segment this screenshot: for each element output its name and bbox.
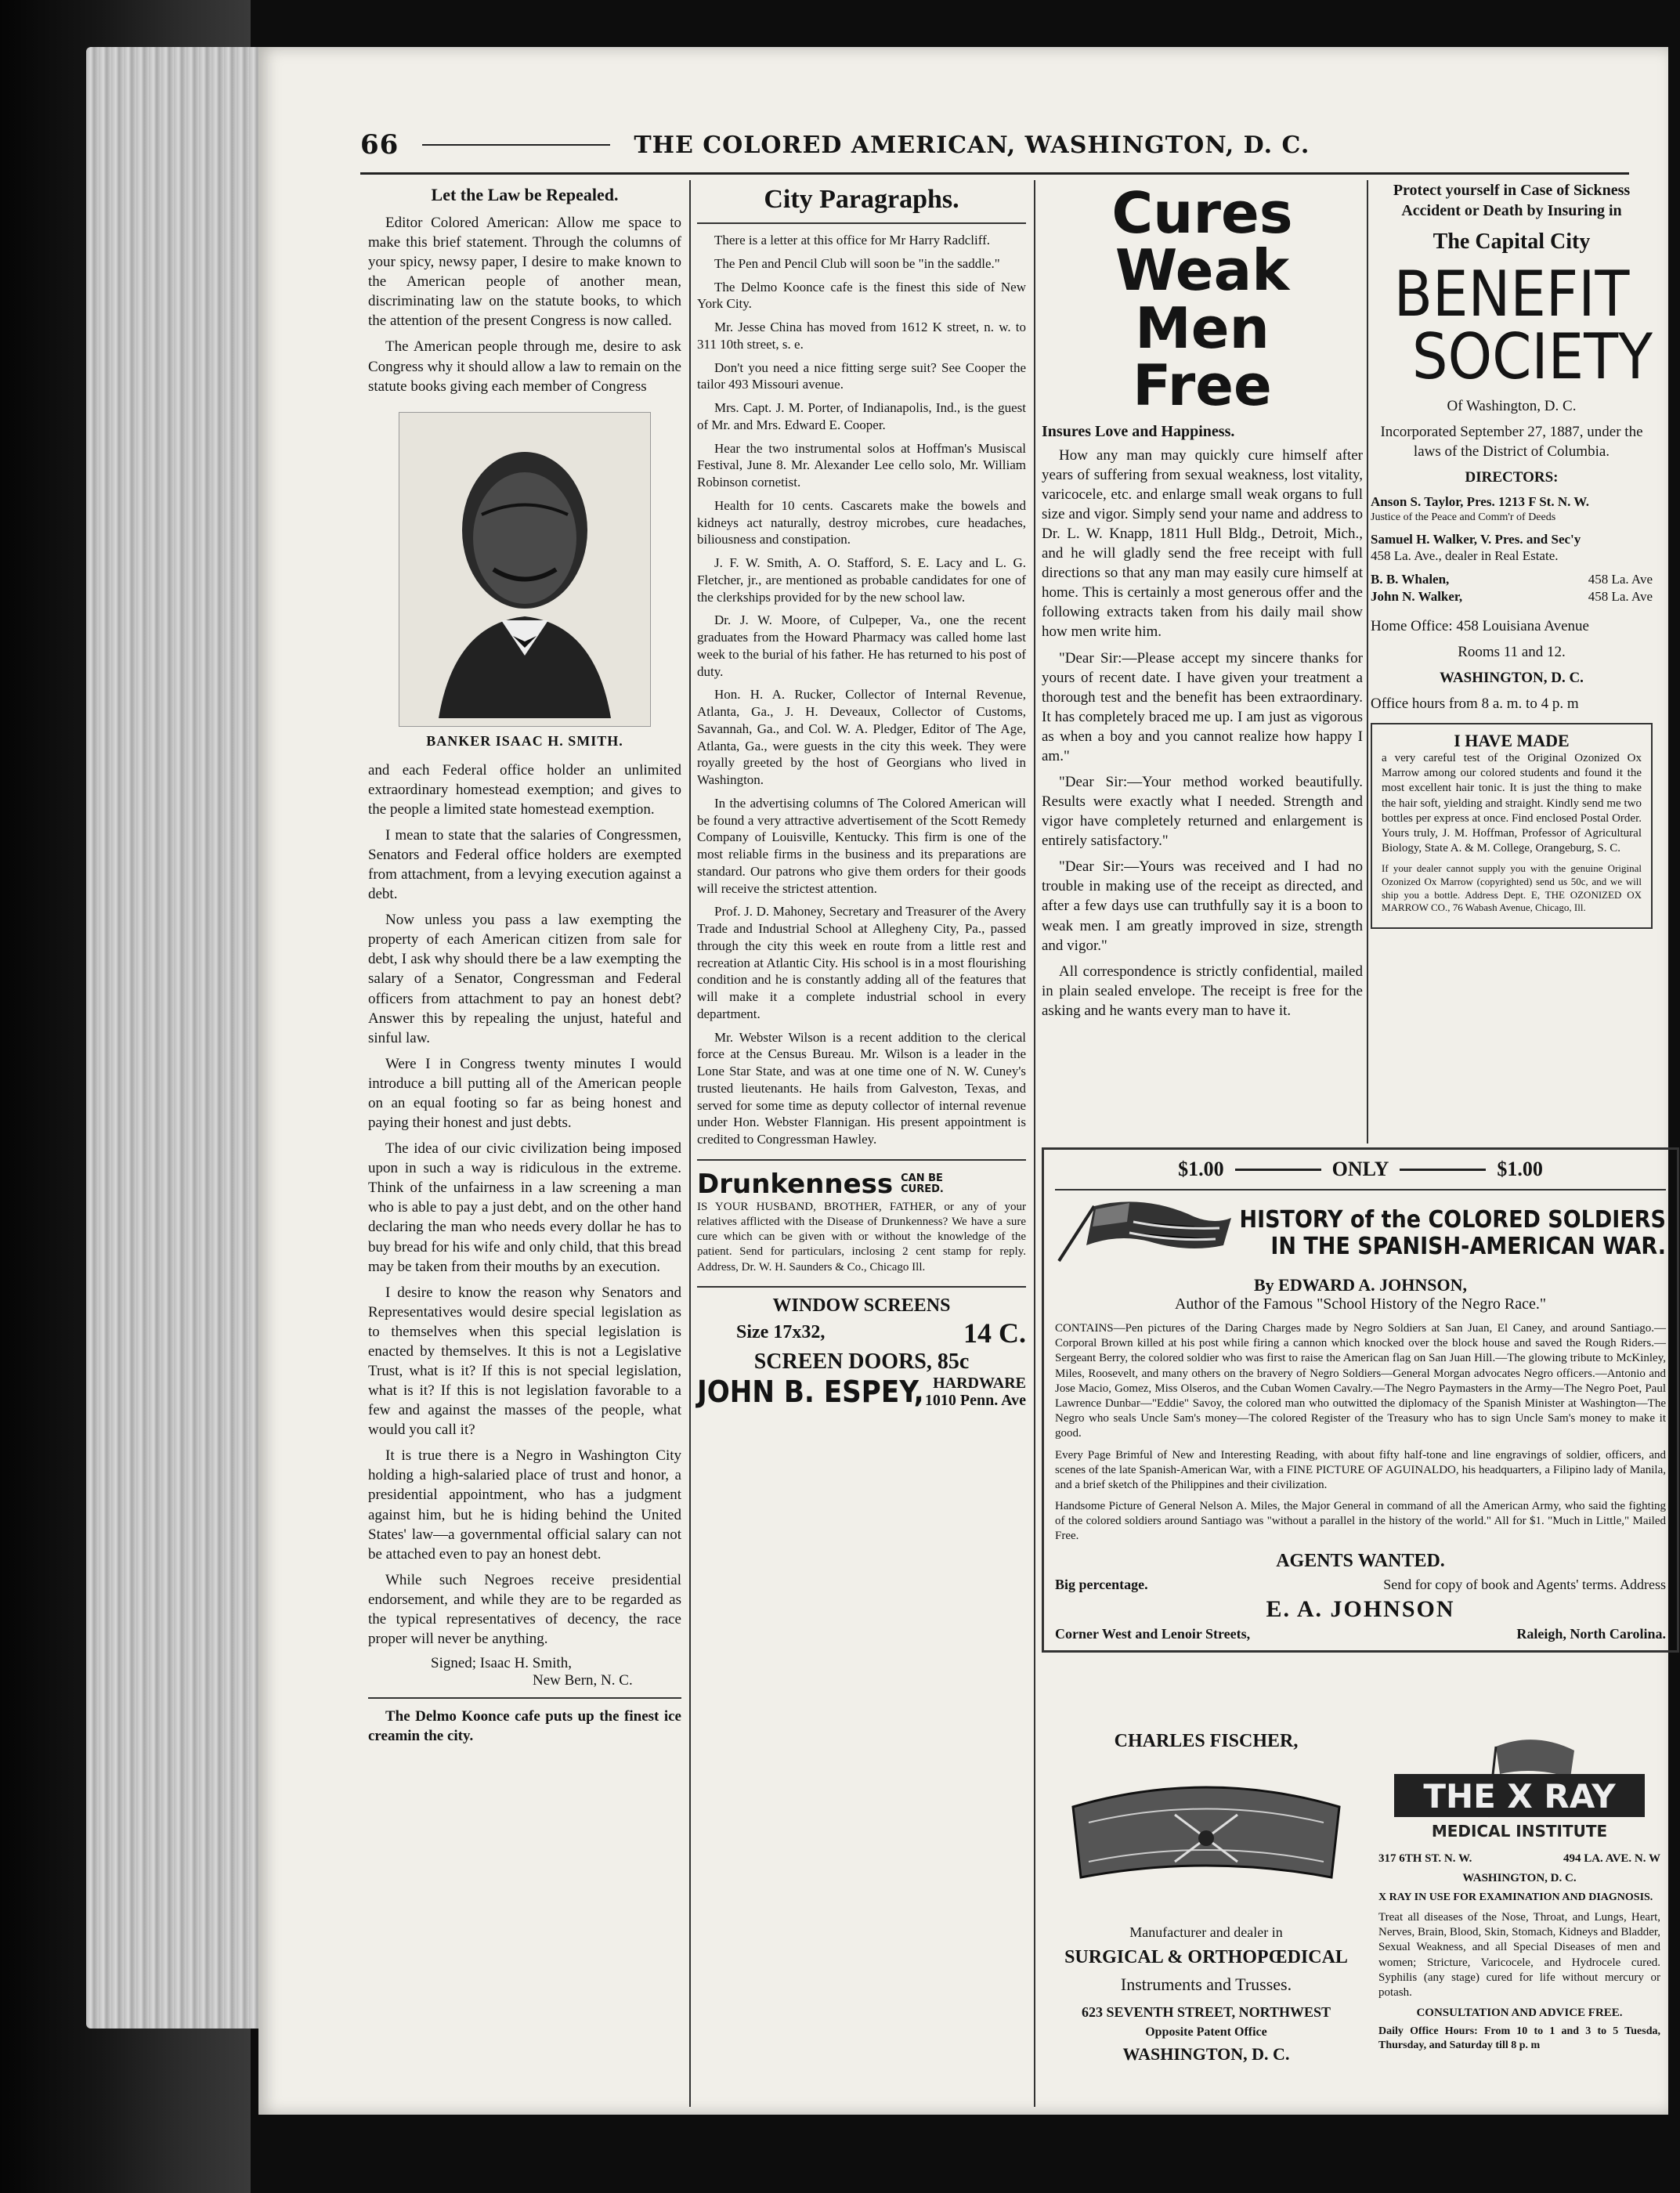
ox-marrow-body: a very careful test of the Original Ozonized Ox Marrow among our colored students and found it the most excellent hair tonic. It is just the thing to make the hair soft, yielding and straight. Kindly send me two bottles per express at once. Find enclosed Postal Order. Yours truly, J. M. Hoffman, Professor of Agricultural Biology, State A. & M. College, Orangeburg, S. C. (1382, 752, 1642, 855)
city-item: Mrs. Capt. J. M. Porter, of Indianapolis, Ind., is the guest of Mr. and Mrs. Edward E. Cooper. (697, 400, 1026, 432)
price-dash (1235, 1169, 1321, 1171)
agents-row (1055, 1577, 1666, 1593)
fischer-instruments: Instruments and Trusses. (1120, 1974, 1292, 1994)
fischer-opposite: Opposite Patent Office (1145, 2025, 1267, 2039)
big-percentage: Big percentage. (1055, 1576, 1148, 1592)
page-stack-edges (86, 47, 282, 2029)
column-benefit-society (1371, 180, 1653, 929)
letter-place: New Bern, N. C. (533, 1672, 633, 1689)
ox-marrow-ad (1371, 723, 1653, 929)
letter-paragraph: I desire to know the reason why Senators and Representatives would desire special legislation as to themselves when this special legislation is enacted by themselves. It this is not a Legislative Trust, what is it? If this is not special legislation, what is it? If this is not legislation favorable to a few and against the masses of the people, what would you call it? (368, 1284, 681, 1439)
window-screens-label: WINDOW SCREENS (772, 1295, 951, 1316)
history-title-row (1055, 1198, 1666, 1269)
city-item: In the advertising columns of The Colored American will be found a very attractive advertisement of the Scott Remedy Company of Louisville, Kentucky. This firm is one of the most reliable firms in the business and its preparations are standard. Our patrons who give them orders for their goods will receive the strictest attention. (697, 795, 1026, 896)
cafe-notice: The Delmo Koonce cafe puts up the finest ice creamin the city. (368, 1708, 681, 1745)
letter-paragraph: I mean to state that the salaries of Congressmen, Senators and Federal office holders are exempted from attachment, from a levying execution against a debt. (368, 826, 681, 903)
cures-paragraph: All correspondence is strictly confidential, mailed in plain sealed envelope. The receipt is free for the asking and he wants every man to have it. (1042, 963, 1363, 1019)
city-item: The Pen and Pencil Club will soon be "in the saddle." (714, 255, 1000, 271)
xray-body: Treat all diseases of the Nose, Throat, and Lungs, Heart, Nerves, Brain, Blood, Skin, Stomach, Kidneys and Bladder, Sexual Weakness, and all Special Diseases of men and women; Stricture, Varicocele, and Hydrocele cured. Syphilis (any stage) cured for life without mercury or potash. (1378, 1911, 1660, 1999)
espey-row (697, 1375, 1026, 1409)
top-rule (360, 172, 1629, 175)
send-for: Send for copy of book and Agents' terms. Address (1383, 1576, 1666, 1592)
window-price: 14 C. (963, 1317, 1026, 1349)
price-dash (1400, 1169, 1486, 1171)
letter-paragraph: Now unless you pass a law exempting the property of each American citizen from sale for debt, I ask why should there be a law exempting the salary of a Senator, Congressman and Federal officers from attachment to pay an honest debt? Answer this by repealing the unjust, hateful and sinful law. (368, 912, 681, 1046)
drunkenness-ad-body: IS YOUR HUSBAND, BROTHER, FATHER, or any of your relatives afflicted with the Disease of Drunkenness? We have a sure cure which can be given with or without the knowledge of the patient. Send for particulars, inclosing 2 cent stamp for reply. Address, Dr. W. H. Saunders & Co., Chicago Ill. (697, 1200, 1026, 1274)
flag-icon (1055, 1198, 1235, 1269)
city-item: Mr. Jesse China has moved from 1612 K street, n. w. to 311 10th street, s. e. (697, 320, 1026, 352)
espey-hardware: HARDWARE (933, 1374, 1026, 1392)
price-right: $1.00 (1497, 1158, 1543, 1180)
home-city: WASHINGTON, D. C. (1440, 669, 1584, 686)
letter-signature: Signed; Isaac H. Smith, (431, 1655, 572, 1672)
director: B. B. Whalen, (1371, 572, 1450, 587)
price-row (1055, 1158, 1666, 1181)
column-cures-ad (1042, 180, 1363, 1027)
director-detail: 458 La. Ave., dealer in Real Estate. (1371, 548, 1559, 564)
xray-address: 494 LA. AVE. N. W (1563, 1852, 1660, 1865)
weak-men-word: Weak Men (1115, 237, 1290, 361)
director: John N. Walker, (1371, 588, 1463, 604)
insures-subheading: Insures Love and Happiness. (1042, 422, 1235, 440)
xray-logo-sub: MEDICAL INSTITUTE (1431, 1822, 1608, 1841)
column-rule-3 (1367, 180, 1368, 1143)
truss-belt-icon (1065, 1760, 1347, 1917)
city-item: Don't you need a nice fitting serge suit? See Cooper the tailor 493 Missouri avenue. (697, 359, 1026, 392)
xray-address-row (1378, 1852, 1660, 1866)
director: Samuel H. Walker, V. Pres. and Sec'y (1371, 531, 1581, 547)
price-left: $1.00 (1178, 1158, 1224, 1180)
espey-address: 1010 Penn. Ave (924, 1391, 1026, 1409)
city-item: Dr. J. W. Moore, of Culpeper, Va., one the recent graduates from the Howard Pharmacy was called home last week to the burial of his father. He has returned to his post of duty. (697, 612, 1026, 679)
director-detail: 458 La. Ave (1588, 588, 1653, 604)
screen-doors-price: SCREEN DOORS, 85c (753, 1349, 970, 1374)
history-author: Author of the Famous "School History of the Negro Race." (1174, 1295, 1547, 1313)
society-word: SOCIETY (1411, 320, 1653, 393)
fischer-ad (1042, 1731, 1371, 2065)
history-every-page: Every Page Brimful of New and Interesting Reading, with about fifty half-tone and line engravings of soldier, officers, and scenes of the late Spanish-American War, with a FINE PICTURE OF AGUINALDO, his headquarters, a Filipino lady of Manila, and a brief sketch of the Philippines and their civilization. (1055, 1448, 1666, 1491)
ox-marrow-heading: I HAVE MADE (1454, 731, 1570, 751)
history-title-line: IN THE SPANISH-AMERICAN WAR. (1270, 1233, 1666, 1260)
publisher-street: Corner West and Lenoir Streets, (1055, 1625, 1251, 1642)
benefit-location: Of Washington, D. C. (1447, 397, 1577, 414)
fischer-manufacturer: Manufacturer and dealer in (1129, 1924, 1283, 1940)
cures-testimonial: "Dear Sir:—Please accept my sincere thanks for yours of recent date. I have given your treatment a thorough test and the benefit has been extraordinary. It has completely braced me up. I am just as vigorous as when a boy and you cannot realize how happy I am." (1042, 649, 1363, 764)
home-office: Home Office: 458 Louisiana Avenue (1371, 617, 1589, 634)
city-item: The Delmo Koonce cafe is the finest this side of New York City. (697, 279, 1026, 312)
xray-address: 317 6TH ST. N. W. (1378, 1852, 1472, 1865)
xray-consult: CONSULTATION AND ADVICE FREE. (1416, 2007, 1623, 2020)
window-size: Size 17x32, (736, 1322, 826, 1343)
city-item: Hear the two instrumental solos at Hoffman's Musiscal Festival, June 8. Mr. Alexander Lee cello solo, Mr. William Robinson cornetist. (697, 440, 1026, 490)
letter-paragraph: and each Federal office holder an unlimited extraordinary homestead exemption; and gives to the people a limited state homestead exemption. (368, 761, 681, 818)
cures-testimonial: "Dear Sir:—Yours was received and I had no trouble in making use of the receipt as directed, and after a few days use can truthfully say it is a boon to weak men. I am greatly improved in size, strength and vigor." (1042, 858, 1363, 954)
portrait-drawing (407, 421, 642, 718)
drunkenness-can-be: CAN BE (901, 1172, 943, 1185)
column-rule-2 (1034, 180, 1035, 2107)
city-item: Mr. Webster Wilson is a recent addition to the clerical force at the Census Bureau. Mr. Wilson is a leader in the Lone Star State, and was at one time one of N. W. Cuney's trusted lieutenants. He hails from Galveston, Texas, and served for some time as deputy collector of internal revenue under Hon. Webster Flannigan. His present appointment is credited to Congressman Hawley. (697, 1029, 1026, 1147)
benefit-incorporation: Incorporated September 27, 1887, under the laws of the District of Columbia. (1380, 423, 1643, 460)
drunkenness-subheading (901, 1173, 944, 1194)
newspaper-page (258, 47, 1668, 2115)
xray-logo (1378, 1731, 1660, 1848)
city-item: Health for 10 cents. Cascarets make the bowels and kidneys act naturally, destroy microbes, cure headaches, biliousness and constipation. (697, 497, 1026, 547)
city-item: J. F. W. Smith, A. O. Stafford, S. E. Lacy and L. G. Fletcher, jr., are mentioned as probable candidates for one of the clerkships provided for by the new school law. (697, 555, 1026, 605)
divider (697, 222, 1026, 224)
free-word: Free (1133, 352, 1272, 419)
cures-headline (1042, 180, 1363, 419)
letter-paragraph: It is true there is a Negro in Washington City holding a high-salaried place of trust and honor, a presidential appointment, who has a judgment against him, but he is hiding behind the United States' law—a governmental official salary can not be attached even to pay an honest debt. (368, 1447, 681, 1563)
director: Anson S. Taylor, Pres. 1213 F St. N. W. (1371, 494, 1589, 510)
fischer-surgical: SURGICAL & ORTHOPŒDICAL (1064, 1947, 1348, 1967)
window-size-row (697, 1317, 1026, 1349)
director-row (1371, 588, 1653, 605)
masthead (360, 121, 1613, 168)
benefit-line: Protect yourself in Case of Sickness (1393, 182, 1631, 199)
xray-logo-text: THE X RAY (1423, 1777, 1616, 1815)
letter-paragraph: Editor Colored American: Allow me space to make this brief statement. Through the columns of your spicy, newsy paper, I desire to make known to the American people of another mean, discriminating law on the statute books, to which the attention of the present Congress is now called. (368, 215, 681, 330)
xray-hours: Daily Office Hours: From 10 to 1 and 3 to 5 Tuesda, Thursday, and Saturday till 8 p. m (1378, 2025, 1660, 2052)
letter-paragraph: The idea of our civic civilization being imposed upon in such a way is ridiculous in the extreme. Think of the unfairness in a law screening a man who is able to pay a just debt, and on the other hand declaring the man who needs every dollar he has to buy bread for his wife and only child, that this bread may be taken from their mouths by an execution. (368, 1140, 681, 1275)
publisher-name: E. A. JOHNSON (1266, 1595, 1455, 1622)
home-rooms: Rooms 11 and 12. (1458, 643, 1566, 660)
history-title-line: HISTORY of the COLORED SOLDIERS (1239, 1205, 1666, 1234)
drunkenness-ad-title (697, 1159, 1026, 1200)
column-rule-1 (689, 180, 691, 2107)
cures-testimonial: "Dear Sir:—Your method worked beautifully. Results were exactly what I needed. Strength and vigor have completely returned and enlargement is entirely satisfactory." (1042, 774, 1363, 850)
fischer-address: 623 SEVENTH STREET, NORTHWEST (1081, 2004, 1331, 2020)
letter-paragraph: While such Negroes receive presidential endorsement, and while they are to be regarded as the typical representatives of decency, the race proper will never be anything. (368, 1571, 681, 1647)
letter-paragraph: Were I in Congress twenty minutes I would introduce a bill putting all of the American people on an equal footing so far as being honest and paying their honest and just debts. (368, 1055, 681, 1132)
history-book-ad (1042, 1147, 1679, 1653)
column-city-paragraphs (697, 180, 1026, 1409)
letter-paragraph: The American people through me, desire to ask Congress why it should allow a law to remain on the statute books giving each member of Congress (368, 338, 681, 395)
history-by: By EDWARD A. JOHNSON, (1254, 1275, 1467, 1295)
letter-heading: Let the Law be Repealed. (431, 185, 619, 204)
drunkenness-cured: CURED. (901, 1183, 944, 1195)
benefit-line: Accident or Death by Insuring in (1401, 202, 1622, 220)
city-item: Prof. J. D. Mahoney, Secretary and Treasurer of the Avery Trade and Industrial School at Allegheny City, Pa., passed through the city this week en route from a little rest and recreation at Atlantic City. His school is in a most flourishing condition and he is constantly adding all of the features that will make it a complete industrial school in every department. (697, 904, 1026, 1021)
drunkenness-heading: Drunkenness (697, 1168, 894, 1200)
masthead-rule (422, 144, 610, 146)
portrait-caption: BANKER ISAAC H. SMITH. (426, 732, 623, 749)
director-row (1371, 571, 1653, 588)
history-title (1239, 1207, 1666, 1261)
espey-ad (697, 1286, 1026, 1409)
divider (1055, 1189, 1666, 1190)
publisher-city: Raleigh, North Carolina. (1516, 1625, 1666, 1642)
xray-city: WASHINGTON, D. C. (1462, 1872, 1577, 1884)
history-contains: CONTAINS—Pen pictures of the Daring Charges made by Negro Soldiers at San Juan, El Caney, and around Santiago.—Corporal Brown killed at his post while firing a cannon which knocked over the block house and saved the Rough Riders.—Sergeant Berry, the colored soldier who was first to raise the American flag on San Juan Hill.—The glowing tribute to McKinley, Miles, Roosevelt, and many others on the bravery of Negro Soldiers—General Morgan advocates Negro officers.—Antonio and Jose Macio, Gomez, Miss Olseros, and the Cuban Women Cavalry.—The Negro Paymasters in the Army—The Negro Poet, Paul Lawrence Dunbar—"Eddie" Savoy, the colored man who outwitted the diplomacy of the Spanish Minister at Washington—The Negro who seals Uncle Sam's money—The colored Register of the Treasury who has to sign Uncle Sam's money to make it good. (1055, 1322, 1666, 1440)
divider (368, 1697, 681, 1699)
page-number: 66 (360, 129, 399, 161)
fischer-name: CHARLES FISCHER, (1114, 1731, 1299, 1751)
paragraph-list (697, 232, 1026, 1148)
publisher-address-row (1055, 1626, 1666, 1642)
director-detail: Justice of the Peace and Comm'r of Deeds (1371, 511, 1556, 523)
fischer-city: WASHINGTON, D. C. (1122, 2044, 1290, 2064)
espey-address-block (925, 1375, 1026, 1409)
directors-heading: DIRECTORS: (1465, 468, 1559, 486)
city-paragraphs-heading: City Paragraphs. (764, 185, 959, 214)
masthead-title: THE COLORED AMERICAN, WASHINGTON, D. C. (634, 131, 1310, 159)
xray-ad (1378, 1731, 1660, 2059)
director-detail: 458 La. Ave (1588, 572, 1653, 587)
history-handsome: Handsome Picture of General Nelson A. Miles, the Major General in command of all the American Army, who said the fighting of the colored soldiers around Santiago was "without a parallel in the history of the world." All for $1. "Much in Little," Mailed Free. (1055, 1500, 1666, 1543)
column-letter (368, 180, 681, 1752)
office-hours: Office hours from 8 a. m. to 4 p. m (1371, 695, 1579, 712)
portrait-illustration (399, 412, 651, 727)
cures-paragraph: How any man may quickly cure himself after years of suffering from sexual weakness, lost vitality, varicocele, etc. and enlarge small weak organs to full size and vigor. Simply send your name and address to Dr. L. W. Knapp, 1811 Hull Bldg., Detroit, Mich., and he will gladly send the free receipt with full directions so that any man may easily cure himself at home. This is certainly a most generous offer and the following extracts taken from his daily mail show how men write him. (1042, 446, 1363, 641)
espey-name: JOHN B. ESPEY, (697, 1374, 924, 1409)
city-item: There is a letter at this office for Mr Harry Radcliff. (714, 233, 990, 247)
xray-use: X RAY IN USE FOR EXAMINATION AND DIAGNOSIS. (1378, 1891, 1653, 1903)
benefit-word: BENEFIT (1393, 257, 1630, 331)
agents-wanted: AGENTS WANTED. (1276, 1550, 1445, 1571)
benefit-city: The Capital City (1433, 229, 1591, 254)
city-item: Hon. H. A. Rucker, Collector of Internal Revenue, Atlanta, Ga., J. H. Deveaux, Collector of Customs, Savannah, Ga., and Col. W. A. Pledger, Editor of The Age, Atlanta, Ga., were guests in the city this week. They were royally greeted by the host of Georgians who lived in Washington. (697, 687, 1026, 787)
ox-marrow-footer: If your dealer cannot supply you with the genuine Original Ozonized Ox Marrow (copyrighted) send us 50c, and we will ship you a bottle. Address Dept. E, THE OZONIZED OX MARROW CO., 76 Wabash Avenue, Chicago, Ill. (1382, 862, 1642, 914)
cures-word: Cures (1111, 180, 1293, 246)
price-only: ONLY (1331, 1158, 1389, 1180)
